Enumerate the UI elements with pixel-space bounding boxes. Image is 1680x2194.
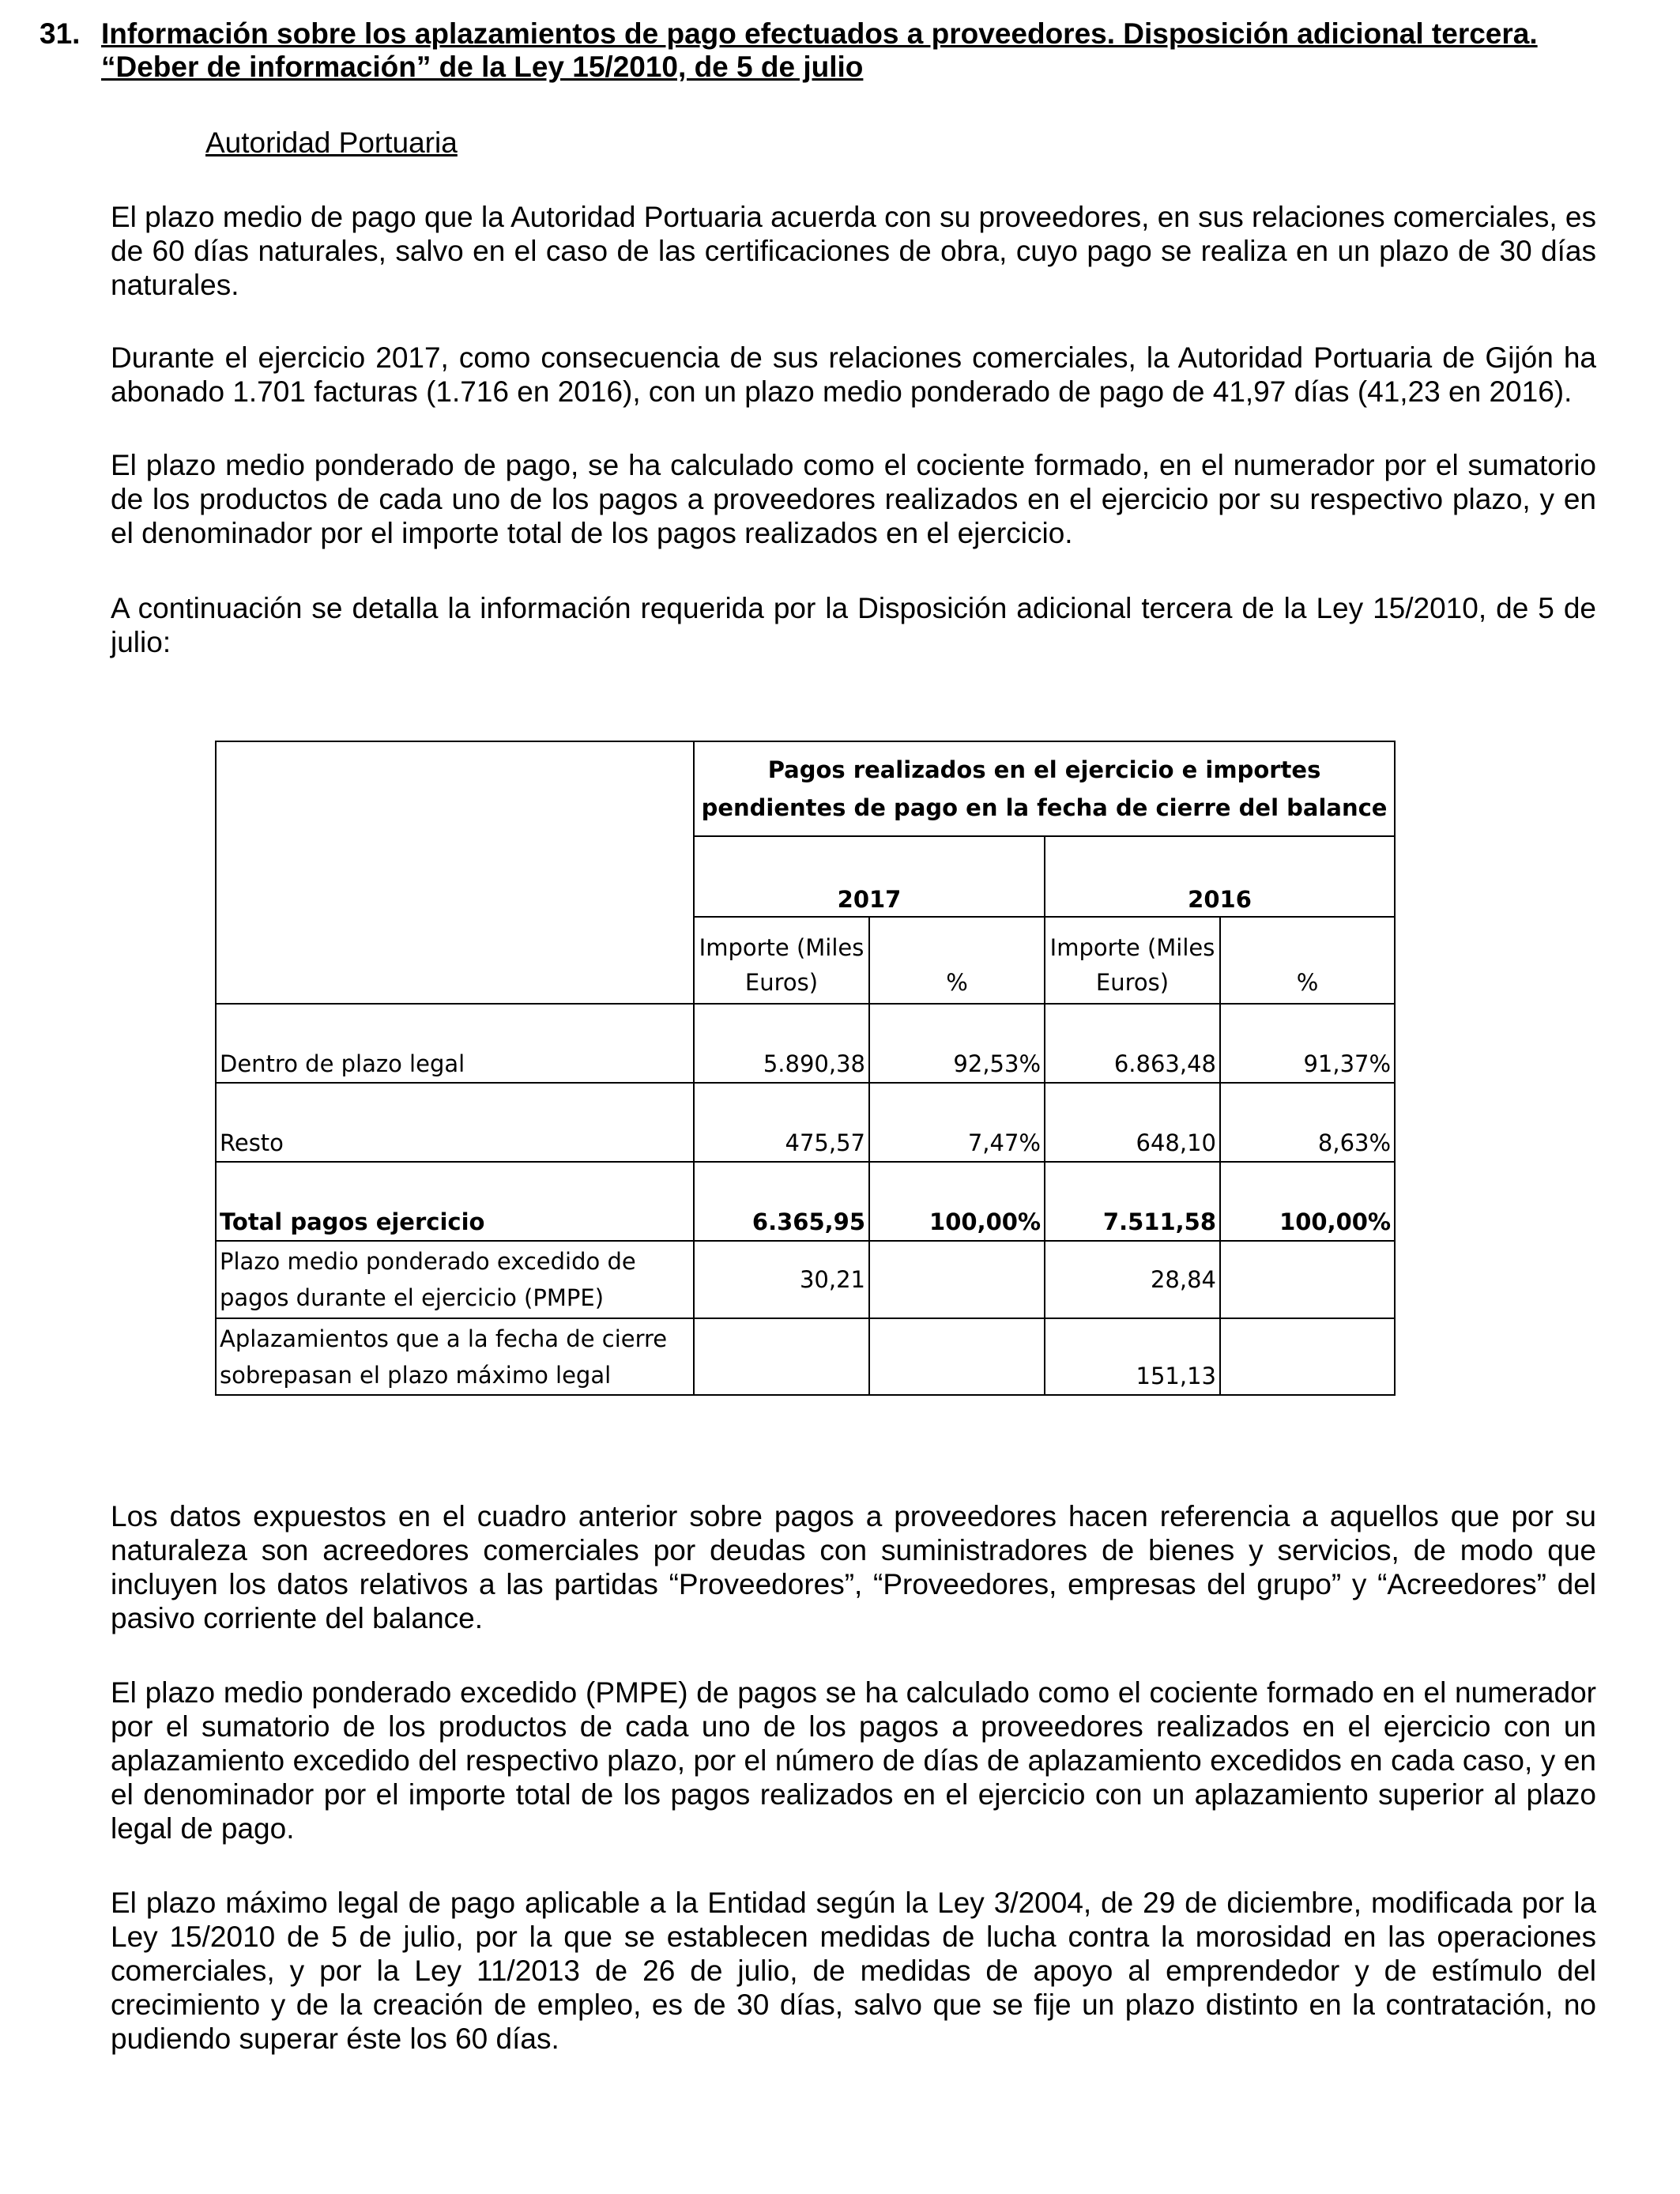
pct-2017-header: %	[869, 917, 1045, 1004]
importe-2016-cell: 151,13	[1045, 1318, 1220, 1395]
pct-2017-cell: 100,00%	[869, 1162, 1045, 1241]
section-title: Información sobre los aplazamientos de pago efectuados a proveedores. Disposición adicional tercera. “Deber de información” de la Ley 15/2010, de 5 de julio	[101, 17, 1538, 83]
table-row	[216, 1004, 1395, 1083]
pct-2016-cell	[1220, 1318, 1395, 1395]
entity-subheading: Autoridad Portuaria	[205, 126, 458, 159]
paragraph-facturas: Durante el ejercicio 2017, como consecuencia de sus relaciones comerciales, la Autoridad Portuaria de Gijón ha abonado 1.701 facturas (1.716 en 2016), con un plazo medio ponderado de pago de 41,97 días (41,23 en 2016).	[111, 341, 1596, 408]
importe-2016-cell: 28,84	[1045, 1241, 1220, 1318]
table-corner-cell	[216, 917, 694, 1004]
pct-2016-cell	[1220, 1241, 1395, 1318]
pct-2017-cell	[869, 1241, 1045, 1318]
year-2016-header: 2016	[1045, 836, 1395, 917]
pct-2016-cell: 91,37%	[1220, 1004, 1395, 1083]
importe-2016-cell: 648,10	[1045, 1083, 1220, 1162]
table-row-total	[216, 1162, 1395, 1241]
pct-2017-cell: 92,53%	[869, 1004, 1045, 1083]
table-corner-cell	[216, 836, 694, 917]
table-row	[216, 1083, 1395, 1162]
payments-table	[215, 741, 1396, 1396]
row-label: Aplazamientos que a la fecha de cierre sobrepasan el plazo máximo legal	[216, 1318, 694, 1395]
paragraph-pmpe: El plazo medio ponderado excedido (PMPE) de pagos se ha calculado como el cociente formado en el numerador por el sumatorio de los productos de cada uno de los pagos a proveedores realizados en el ejercicio con un aplazamiento excedido del respectivo plazo, por el número de días de aplazamiento excedidos en cada caso, y en el denominador por el importe total de los pagos realizados en el ejercicio con un aplazamiento superior al plazo legal de pago.	[111, 1676, 1596, 1845]
year-2017-header: 2017	[694, 836, 1045, 917]
importe-2017-cell: 5.890,38	[694, 1004, 869, 1083]
row-label: Dentro de plazo legal	[216, 1004, 694, 1083]
paragraph-plazo-maximo: El plazo máximo legal de pago aplicable a la Entidad según la Ley 3/2004, de 29 de diciembre, modificada por la Ley 15/2010 de 5 de julio, por la que se establecen medidas de lucha contra la morosidad en las operaciones comerciales, y por la Ley 11/2013 de 26 de julio, de medidas de apoyo al emprendedor y de estímulo del crecimiento y de la creación de empleo, es de 30 días, salvo que se fije un plazo distinto en la contratación, no pudiendo superar éste los 60 días.	[111, 1887, 1596, 2055]
importe-2017-header: Importe (Miles Euros)	[694, 917, 869, 1004]
pct-2017-cell	[869, 1318, 1045, 1395]
importe-2017-cell: 30,21	[694, 1241, 869, 1318]
paragraph-plazo-medio: El plazo medio de pago que la Autoridad Portuaria acuerda con su proveedores, en sus relaciones comerciales, es de 60 días naturales, salvo en el caso de las certificaciones de obra, cuyo pago se realiza en un plazo de 30 días naturales.	[111, 201, 1596, 301]
pct-2016-cell: 8,63%	[1220, 1083, 1395, 1162]
importe-2016-cell: 7.511,58	[1045, 1162, 1220, 1241]
table-row	[216, 1241, 1395, 1318]
pct-2017-cell: 7,47%	[869, 1083, 1045, 1162]
row-label: Resto	[216, 1083, 694, 1162]
importe-2016-header: Importe (Miles Euros)	[1045, 917, 1220, 1004]
pct-2016-header: %	[1220, 917, 1395, 1004]
table-main-header: Pagos realizados en el ejercicio e importes pendientes de pago en la fecha de cierre del balance	[694, 741, 1395, 836]
table-row	[216, 1318, 1395, 1395]
importe-2016-cell: 6.863,48	[1045, 1004, 1220, 1083]
section-number: 31.	[40, 17, 81, 50]
table-corner-cell	[216, 741, 694, 836]
importe-2017-cell: 475,57	[694, 1083, 869, 1162]
importe-2017-cell: 6.365,95	[694, 1162, 869, 1241]
importe-2017-cell	[694, 1318, 869, 1395]
row-label: Total pagos ejercicio	[216, 1162, 694, 1241]
pct-2016-cell: 100,00%	[1220, 1162, 1395, 1241]
paragraph-calculo: El plazo medio ponderado de pago, se ha calculado como el cociente formado, en el numerador por el sumatorio de los productos de cada uno de los pagos a proveedores realizados en el ejercicio por su respectivo plazo, y en el denominador por el importe total de los pagos realizados en el ejercicio.	[111, 449, 1596, 549]
paragraph-datos-expuestos: Los datos expuestos en el cuadro anterior sobre pagos a proveedores hacen referencia a aquellos que por su naturaleza son acreedores comerciales por deudas con suministradores de bienes y servicios, de modo que incluyen los datos relativos a las partidas “Proveedores”, “Proveedores, empresas del grupo” y “Acreedores” del pasivo corriente del balance.	[111, 1500, 1596, 1634]
paragraph-detalle: A continuación se detalla la información requerida por la Disposición adicional tercera de la Ley 15/2010, de 5 de julio:	[111, 592, 1596, 658]
row-label: Plazo medio ponderado excedido de pagos durante el ejercicio (PMPE)	[216, 1241, 694, 1318]
